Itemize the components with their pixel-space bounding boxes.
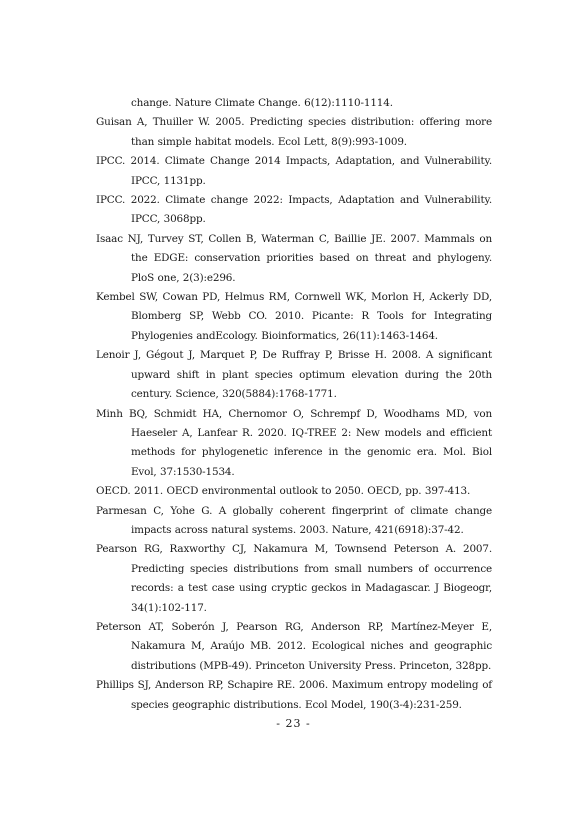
reference-entry-phillips-2006: Phillips SJ, Anderson RP, Schapire RE. 2006. Maximum entropy modeling of species geographic distributions. Ecol Model, 190(3-4):231-259. [96, 679, 492, 711]
reference-entry-ipcc-2022: IPCC. 2022. Climate change 2022: Impacts, Adaptation and Vulnerability. IPCC, 3068pp. [96, 194, 492, 226]
reference-entry-minh-2020: Minh BQ, Schmidt HA, Chernomor O, Schrempf D, Woodhams MD, von Haeseler A, Lanfear R. 2020. IQ-TREE 2: New models and efficient methods for phylogenetic inference in the genomic era. Mol. Biol Evol, 37:1530-1534. [96, 407, 492, 478]
reference-entry-pearson-2007: Pearson RG, Raxworthy CJ, Nakamura M, Townsend Peterson A. 2007. Predicting species distributions from small numbers of occurrence records: a test case using cryptic geckos in Madagascar. J Biogeogr, 34(1):102-117. [96, 543, 492, 614]
reference-list [96, 94, 492, 715]
page-number: - 23 - [276, 717, 311, 730]
reference-entry-oecd-2011: OECD. 2011. OECD environmental outlook to 2050. OECD, pp. 397-413. [96, 485, 471, 498]
reference-entry-isaac-2007: Isaac NJ, Turvey ST, Collen B, Waterman C, Baillie JE. 2007. Mammals on the EDGE: conservation priorities based on threat and phylogeny. PloS one, 2(3):e296. [96, 232, 492, 284]
reference-entry-peterson-2012: Peterson AT, Soberón J, Pearson RG, Anderson RP, Martínez-Meyer E, Nakamura M, Araújo MB. 2012. Ecological niches and geographic distributions (MPB-49). Princeton University Press. Princeton, 328pp. [96, 620, 492, 672]
reference-entry-lenoir-2008: Lenoir J, Gégout J, Marquet P, De Ruffray P, Brisse H. 2008. A significant upward shift in plant species optimum elevation during the 20th century. Science, 320(5884):1768-1771. [96, 349, 492, 401]
reference-entry-continued: change. Nature Climate Change. 6(12):1110-1114. [131, 97, 393, 109]
reference-entry-ipcc-2014: IPCC. 2014. Climate Change 2014 Impacts, Adaptation, and Vulnerability. IPCC, 1131pp. [96, 155, 492, 187]
reference-entry-parmesan-2003: Parmesan C, Yohe G. A globally coherent fingerprint of climate change impacts across natural systems. 2003. Nature, 421(6918):37-42. [96, 504, 492, 536]
reference-entry-kembel-2010: Kembel SW, Cowan PD, Helmus RM, Cornwell WK, Morlon H, Ackerly DD, Blomberg SP, Webb CO. 2010. Picante: R Tools for Integrating Phylogenies andEcology. Bioinformatics, 26(11):1463-1464. [96, 291, 492, 342]
reference-entry-guisan-2005: Guisan A, Thuiller W. 2005. Predicting species distribution: offering more than simple habitat models. Ecol Lett, 8(9):993-1009. [96, 116, 492, 148]
